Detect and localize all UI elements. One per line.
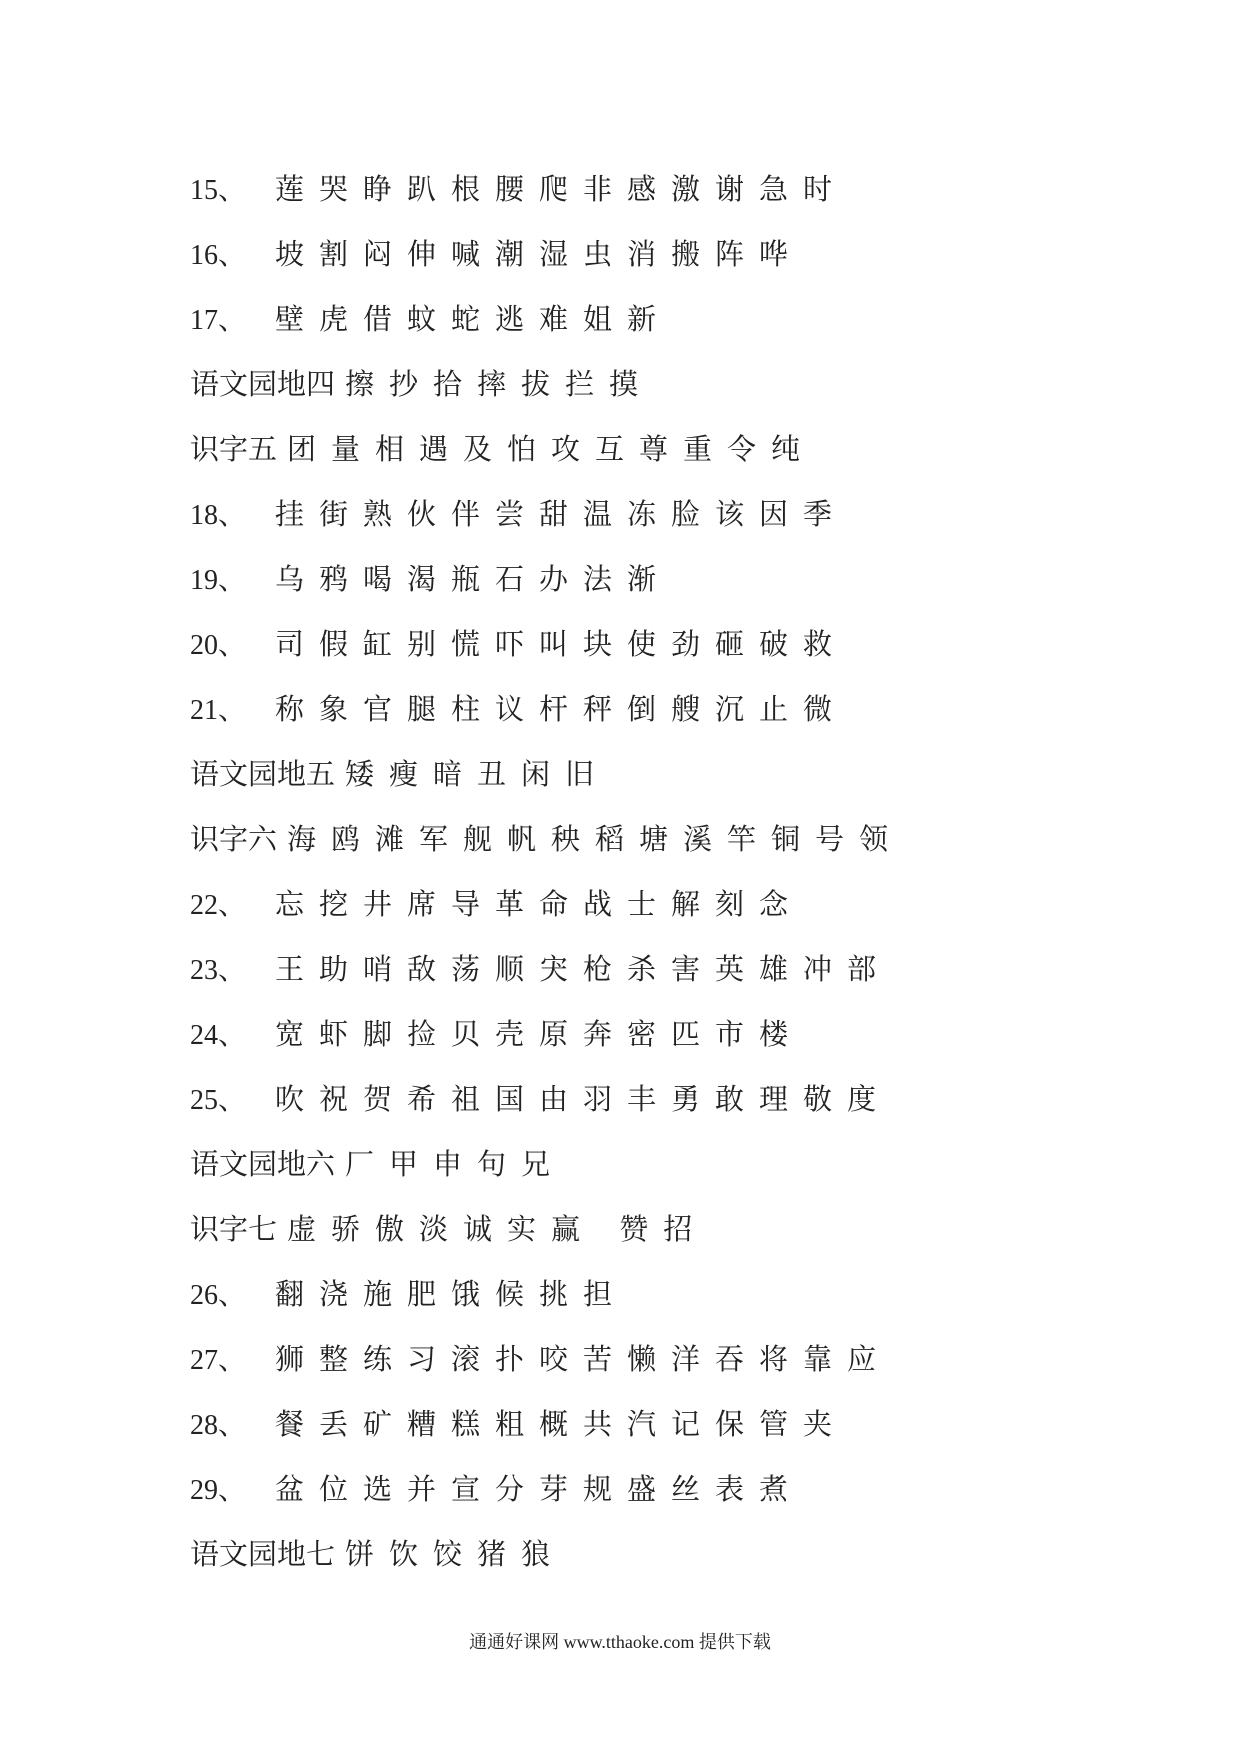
lesson-line <box>190 480 1190 545</box>
character-set: 宽虾脚捡贝壳原奔密匹市楼 <box>275 1017 804 1051</box>
lesson-number: 24、 <box>190 1019 247 1051</box>
lesson-line <box>190 1325 1190 1390</box>
character-set: 乌鸦喝渴瓶石办法渐 <box>275 562 672 596</box>
lesson-number: 19、 <box>190 564 247 596</box>
character-set: 盆位选并宣分芽规盛丝表煮 <box>275 1472 804 1506</box>
lesson-number: 20、 <box>190 629 247 661</box>
lesson-line <box>190 935 1190 1000</box>
character-set: 擦抄拾摔拔拦摸 <box>345 367 654 401</box>
lesson-line <box>190 155 1190 220</box>
section-line <box>190 415 1190 480</box>
lesson-number: 25、 <box>190 1084 247 1116</box>
lesson-number: 17、 <box>190 304 247 336</box>
lesson-line <box>190 1000 1190 1065</box>
lesson-number: 28、 <box>190 1409 247 1441</box>
lesson-line <box>190 220 1190 285</box>
character-set: 吹祝贺希祖国由羽丰勇敢理敬度 <box>275 1082 892 1116</box>
lesson-number: 26、 <box>190 1279 247 1311</box>
character-set: 莲哭睁趴根腰爬非感激谢急时 <box>275 172 848 206</box>
character-set: 狮整练习滚扑咬苦懒洋吞将靠应 <box>275 1342 892 1376</box>
section-line <box>190 740 1190 805</box>
character-set: 矮瘦暗丑闲旧 <box>345 757 610 791</box>
lesson-line <box>190 1390 1190 1455</box>
section-title: 语文园地五 <box>190 757 336 791</box>
lesson-line <box>190 675 1190 740</box>
character-set: 挂街熟伙伴尝甜温冻脸该因季 <box>275 497 848 531</box>
section-line <box>190 805 1190 870</box>
lesson-number: 22、 <box>190 889 247 921</box>
lesson-line <box>190 1260 1190 1325</box>
character-set: 虚骄傲淡诚实赢 赞招 <box>287 1212 708 1246</box>
character-set: 海鸥滩军舰帆秧稻塘溪竿铜号领 <box>287 822 904 856</box>
character-list <box>190 155 1190 1585</box>
section-title: 识字五 <box>190 432 278 466</box>
lesson-number: 18、 <box>190 499 247 531</box>
section-line <box>190 1130 1190 1195</box>
section-line <box>190 1195 1190 1260</box>
character-set: 饼饮饺猪狼 <box>345 1537 566 1571</box>
lesson-line <box>190 1065 1190 1130</box>
lesson-number: 16、 <box>190 239 247 271</box>
section-line <box>190 1520 1190 1585</box>
section-title: 识字七 <box>190 1212 278 1246</box>
character-set: 翻浇施肥饿候挑担 <box>275 1277 628 1311</box>
section-title: 语文园地七 <box>190 1537 336 1571</box>
section-line <box>190 350 1190 415</box>
character-set: 王助哨敌荡顺宊枪杀害英雄冲部 <box>275 952 892 986</box>
character-set: 忘挖井席导革命战士解刻念 <box>275 887 804 921</box>
lesson-number: 15、 <box>190 174 247 206</box>
character-set: 壁虎借蚊蛇逃难姐新 <box>275 302 672 336</box>
lesson-line <box>190 870 1190 935</box>
footer-text: 通通好课网 www.tthaoke.com 提供下载 <box>469 1632 771 1652</box>
character-set: 称象官腿柱议杆秤倒艘沉止微 <box>275 692 848 726</box>
character-set: 团量相遇及怕攻互尊重令纯 <box>287 432 816 466</box>
lesson-number: 27、 <box>190 1344 247 1376</box>
section-title: 识字六 <box>190 822 278 856</box>
lesson-line <box>190 610 1190 675</box>
lesson-line <box>190 285 1190 350</box>
section-title: 语文园地六 <box>190 1147 336 1181</box>
lesson-line <box>190 545 1190 610</box>
character-set: 坡割闷伸喊潮湿虫消搬阵哗 <box>275 237 804 271</box>
section-title: 语文园地四 <box>190 367 336 401</box>
lesson-number: 23、 <box>190 954 247 986</box>
lesson-number: 29、 <box>190 1474 247 1506</box>
character-set: 司假缸别慌吓叫块使劲砸破救 <box>275 627 848 661</box>
character-set: 餐丢矿糟糕粗概共汽记保管夹 <box>275 1407 848 1441</box>
character-set: 厂甲申句兄 <box>345 1147 566 1181</box>
lesson-number: 21、 <box>190 694 247 726</box>
lesson-line <box>190 1455 1190 1520</box>
